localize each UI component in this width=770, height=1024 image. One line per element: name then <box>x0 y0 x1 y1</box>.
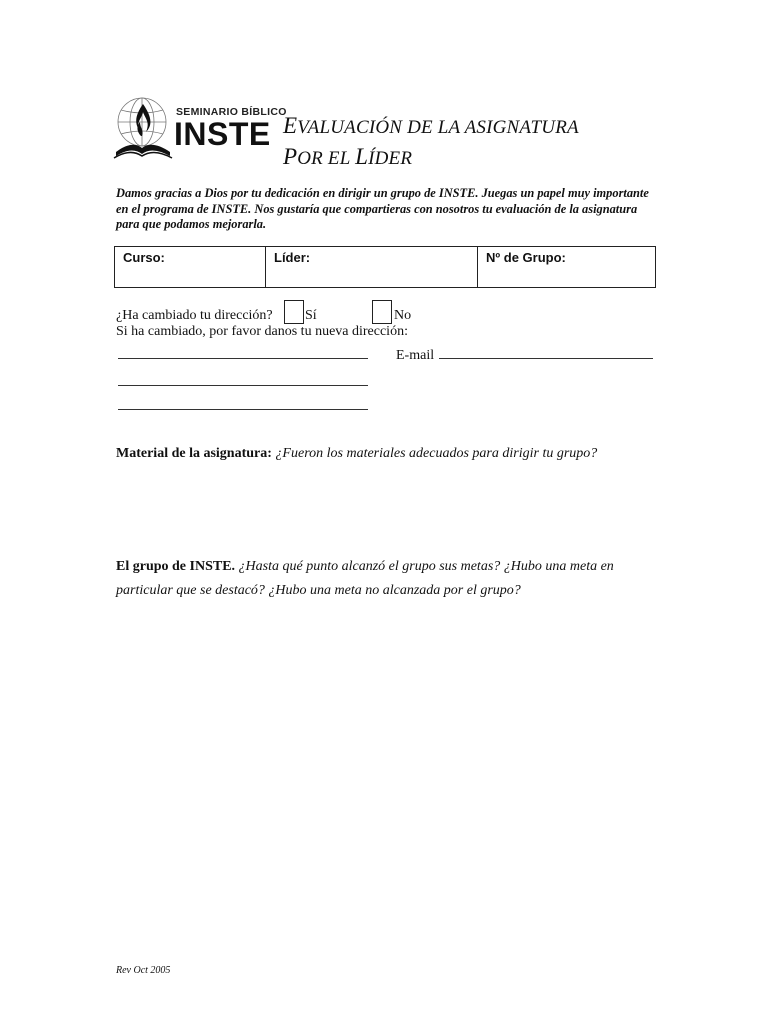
address-question: ¿Ha cambiado tu dirección? <box>116 308 273 323</box>
grupo-question <box>116 555 666 603</box>
curso-cell[interactable] <box>115 247 265 287</box>
lider-label: Líder: <box>274 250 311 265</box>
no-checkbox[interactable] <box>372 300 392 324</box>
page-title-line-2: POR EL LÍDER <box>283 144 413 169</box>
logo-subtitle: SEMINARIO BÍBLICO <box>176 106 287 118</box>
curso-field[interactable] <box>119 268 261 284</box>
info-table <box>114 246 656 288</box>
address-instruction: Si ha cambiado, por favor danos tu nueva dirección: <box>116 324 408 339</box>
grupo-cell[interactable] <box>477 247 655 287</box>
yes-label: Sí <box>305 308 317 323</box>
page-title-line-1: EVALUACIÓN DE LA ASIGNATURA <box>283 113 579 138</box>
inste-logo <box>112 92 287 164</box>
grupo-heading: El grupo de INSTE. <box>116 559 236 574</box>
curso-label: Curso: <box>123 250 165 265</box>
email-field[interactable] <box>439 358 653 359</box>
revision-note: Rev Oct 2005 <box>116 965 171 976</box>
lider-field[interactable] <box>270 268 473 284</box>
grupo-field[interactable] <box>482 268 651 284</box>
grupo-text: ¿Hasta qué punto alcanzó el grupo sus metas? ¿Hubo una meta en particular que se destacó? ¿Hubo una meta no alcanzada por el grupo? <box>116 559 614 598</box>
lider-cell[interactable] <box>265 247 477 287</box>
email-label: E-mail <box>396 348 435 363</box>
material-question <box>116 442 666 466</box>
grupo-label: Nº de Grupo: <box>486 250 566 265</box>
material-heading: Material de la asignatura: <box>116 446 272 461</box>
material-text: ¿Fueron los materiales adecuados para dirigir tu grupo? <box>271 446 598 461</box>
yes-checkbox[interactable] <box>284 300 304 324</box>
logo-wordmark: INSTE <box>174 116 271 152</box>
address-line-2[interactable] <box>118 385 368 386</box>
intro-paragraph: Damos gracias a Dios por tu dedicación en dirigir un grupo de INSTE. Juegas un papel muy importante en el programa de INSTE. Nos gustaría que compartieras con nosotros tu evaluación de la asignatura para que podamos mejorarla. <box>116 186 649 231</box>
address-line-1[interactable] <box>118 358 368 359</box>
address-line-3[interactable] <box>118 409 368 410</box>
no-label: No <box>394 308 412 323</box>
